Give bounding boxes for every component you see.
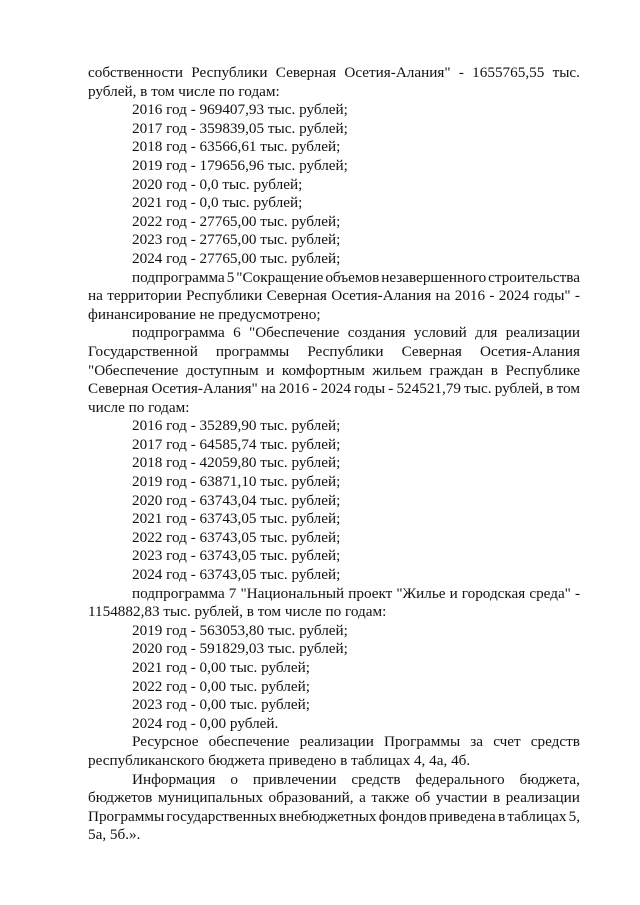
word: годы" xyxy=(533,287,571,305)
word: государственных xyxy=(166,807,277,825)
year-amount-line: 2021 год - 0,0 тыс. рублей; xyxy=(132,194,303,212)
word: 5 xyxy=(226,268,235,286)
word: средств xyxy=(530,733,580,751)
word: привлечении xyxy=(252,770,337,788)
word: Северная xyxy=(275,64,337,81)
text-line xyxy=(88,64,580,83)
word: тыс. xyxy=(464,380,492,398)
year-amount-line: 2020 год - 591829,03 тыс. рублей; xyxy=(132,640,348,658)
year-amount-line: 2024 год - 0,00 рублей. xyxy=(132,714,279,732)
year-amount-line: 2020 год - 0,0 тыс. рублей; xyxy=(132,175,303,193)
word: доступным xyxy=(186,361,259,379)
word: Государственной xyxy=(88,342,198,360)
word: годы xyxy=(354,380,386,398)
year-amount-line: 2018 год - 42059,80 тыс. рублей; xyxy=(132,454,341,472)
word: Программы xyxy=(384,733,461,751)
word: на xyxy=(88,287,103,305)
word: "Обеспечение xyxy=(88,361,179,379)
text-line xyxy=(88,287,580,306)
text-line: 5а, 5б.». xyxy=(88,826,141,844)
word: реализации xyxy=(299,733,374,751)
word: жильем xyxy=(372,361,422,379)
word: средств xyxy=(351,770,401,788)
word: и xyxy=(266,361,275,379)
word: подпрограмма xyxy=(132,268,225,286)
word: в xyxy=(546,380,554,398)
year-amount-line: 2019 год - 179656,96 тыс. рублей; xyxy=(132,156,348,174)
word: Северная xyxy=(266,287,327,305)
year-amount-line: 2016 год - 969407,93 тыс. рублей; xyxy=(132,101,348,119)
word: Информация xyxy=(132,770,216,788)
text-line: рублей, в том числе по годам: xyxy=(88,82,280,100)
word: Северная xyxy=(401,342,462,360)
word: Осетия-Алания" xyxy=(344,64,451,81)
word: о xyxy=(230,770,238,788)
word: а xyxy=(359,789,366,807)
text-line xyxy=(88,343,580,362)
word: 5, xyxy=(568,807,580,825)
year-amount-line: 2018 год - 63566,61 тыс. рублей; xyxy=(132,138,341,156)
word: - xyxy=(312,380,318,398)
year-amount-line: 2023 год - 63743,05 тыс. рублей; xyxy=(132,547,341,565)
word: 1655765,55 xyxy=(472,64,545,81)
word: "Национальный xyxy=(240,584,345,602)
word: бюджетов xyxy=(88,789,153,807)
word: Осетия-Алания xyxy=(480,342,580,360)
year-amount-line: 2024 год - 27765,00 тыс. рублей; xyxy=(132,249,341,267)
text-line: 1154882,83 тыс. рублей, в том числе по годам: xyxy=(88,603,387,621)
word: Программы xyxy=(88,807,165,825)
word: для xyxy=(475,324,498,342)
word: в xyxy=(497,807,506,825)
word: 2016 xyxy=(454,287,486,305)
word: фондов xyxy=(378,807,427,825)
word: собственности xyxy=(88,64,183,81)
word: рублей, xyxy=(494,380,544,398)
word: за xyxy=(470,733,484,751)
word: - xyxy=(574,584,580,602)
word: том xyxy=(556,380,580,398)
word: таблицах xyxy=(507,807,567,825)
word: объемов xyxy=(325,268,380,286)
year-amount-line: 2017 год - 64585,74 тыс. рублей; xyxy=(132,435,341,453)
word: "Обеспечение xyxy=(249,324,340,342)
year-amount-line: 2021 год - 0,00 тыс. рублей; xyxy=(132,659,310,676)
year-amount-line: 2024 год - 63743,05 тыс. рублей; xyxy=(132,566,341,584)
word: в xyxy=(492,789,501,807)
word: - xyxy=(489,287,495,305)
word: приведена xyxy=(428,807,496,825)
info-paragraph-line xyxy=(88,771,580,790)
word: на xyxy=(260,380,276,398)
word: "Сокращение xyxy=(236,268,324,286)
word: Осетия-Алания" xyxy=(151,380,258,398)
word: 2024 xyxy=(498,287,530,305)
subprogram-5-heading xyxy=(88,269,580,288)
word: 2016 xyxy=(278,380,310,398)
word: бюджета, xyxy=(519,770,580,788)
year-amount-line: 2022 год - 63743,05 тыс. рублей; xyxy=(132,528,341,546)
word: программы xyxy=(215,342,290,360)
word: 524521,79 xyxy=(396,380,461,398)
word: Ресурсное xyxy=(132,733,199,751)
word: комфортным xyxy=(281,361,365,379)
word: об xyxy=(414,789,431,807)
word: территории xyxy=(107,287,182,305)
text-line: республиканского бюджета приведено в таблицах 4, 4а, 4б. xyxy=(88,751,471,769)
word: "Жилье xyxy=(396,584,446,602)
year-amount-line: 2020 год - 63743,04 тыс. рублей; xyxy=(132,491,341,509)
word: подпрограмма xyxy=(132,324,225,342)
document-page xyxy=(88,64,580,845)
word: строительства xyxy=(488,268,580,286)
word: проект xyxy=(348,584,393,602)
word: образований, xyxy=(268,789,354,807)
word: граждан xyxy=(429,361,484,379)
word: подпрограмма xyxy=(132,584,225,602)
year-amount-line: 2019 год - 63871,10 тыс. рублей; xyxy=(132,473,341,491)
word: реализации xyxy=(505,789,580,807)
word: также xyxy=(371,789,410,807)
text-line xyxy=(88,808,580,827)
year-amount-line: 2021 год - 63743,05 тыс. рублей; xyxy=(132,510,341,528)
text-line: числе по годам: xyxy=(88,398,190,416)
word: Республике xyxy=(505,361,580,379)
word: тыс. xyxy=(552,64,580,81)
word: среда" xyxy=(529,584,571,602)
word: условий xyxy=(413,324,467,342)
subprogram-6-heading xyxy=(88,324,580,343)
year-amount-line: 2022 год - 0,00 тыс. рублей; xyxy=(132,677,310,695)
year-list xyxy=(88,622,580,734)
word: муниципальных xyxy=(157,789,263,807)
year-list xyxy=(88,101,580,268)
year-amount-line: 2019 год - 563053,80 тыс. рублей; xyxy=(132,621,348,639)
word: 7 xyxy=(228,584,237,602)
word: Республики xyxy=(307,342,384,360)
text-line xyxy=(88,362,580,381)
text-line xyxy=(88,380,580,399)
word: реализации xyxy=(505,324,580,342)
subprogram-7-heading xyxy=(88,585,580,604)
word: городская xyxy=(461,584,526,602)
word: - xyxy=(458,64,464,81)
word: на xyxy=(435,287,451,305)
word: обеспечение xyxy=(208,733,290,751)
word: - xyxy=(388,380,394,398)
word: создания xyxy=(347,324,406,342)
year-amount-line: 2016 год - 35289,90 тыс. рублей; xyxy=(132,417,341,435)
text-line: финансирование не предусмотрено; xyxy=(88,305,321,323)
word: и xyxy=(449,584,458,602)
word: Республики xyxy=(191,64,268,81)
word: участии xyxy=(435,789,488,807)
word: незавершенного xyxy=(381,268,487,286)
year-amount-line: 2017 год - 359839,05 тыс. рублей; xyxy=(132,119,348,137)
year-amount-line: 2022 год - 27765,00 тыс. рублей; xyxy=(132,212,341,230)
word: в xyxy=(490,361,498,379)
word: федерального xyxy=(415,770,505,788)
word: Северная xyxy=(88,380,149,398)
text-line xyxy=(88,789,580,808)
word: - xyxy=(574,287,580,305)
word: счет xyxy=(493,733,521,751)
year-amount-line: 2023 год - 27765,00 тыс. рублей; xyxy=(132,231,341,249)
word: внебюджетных xyxy=(278,807,377,825)
word: Осетия-Алания xyxy=(331,287,432,305)
word: Республики xyxy=(186,287,263,305)
year-list xyxy=(88,417,580,584)
word: 2024 xyxy=(320,380,351,398)
word: 6 xyxy=(233,324,241,342)
resources-paragraph-line xyxy=(88,733,580,752)
year-amount-line: 2023 год - 0,00 тыс. рублей; xyxy=(132,696,310,714)
